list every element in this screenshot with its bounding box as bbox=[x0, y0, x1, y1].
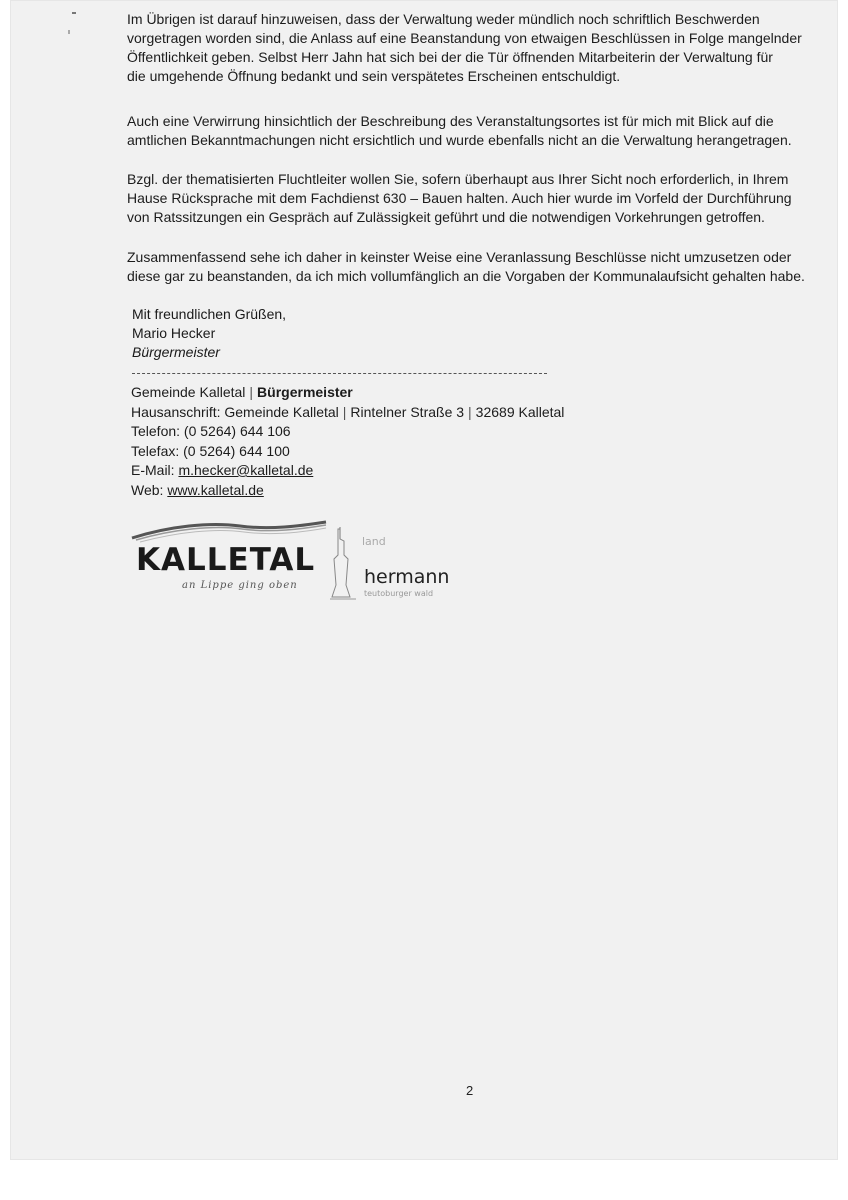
separator: | bbox=[342, 403, 347, 420]
hermann-statue-icon bbox=[326, 525, 360, 601]
text-line: Bzgl. der thematisierten Fluchtleiter wollen Sie, sofern überhaupt aus Ihrer Sicht noch erforderlich, in Ihrem bbox=[127, 171, 789, 187]
signer-name: Mario Hecker bbox=[132, 325, 216, 341]
email-link[interactable]: m.hecker@kalletal.de bbox=[178, 462, 314, 478]
contact-address-label: Hausanschrift: Gemeinde Kalletal bbox=[131, 403, 339, 420]
hermann-logo bbox=[326, 525, 456, 605]
text-line: vorgetragen worden sind, die Anlass auf eine Beanstandung von etwaigen Beschlüssen in Folge mangelnder bbox=[127, 30, 802, 46]
contact-title: Bürgermeister bbox=[257, 384, 353, 400]
contact-web-line bbox=[131, 481, 564, 501]
kalletal-logo bbox=[130, 520, 330, 600]
text-line: Auch eine Verwirrung hinsichtlich der Beschreibung des Veranstaltungsortes ist für mich mit Blick auf die bbox=[127, 113, 774, 129]
contact-email-line bbox=[131, 461, 564, 481]
page-margin bbox=[0, 1160, 848, 1200]
closing-greeting: Mit freundlichen Grüßen, bbox=[132, 306, 287, 322]
hermann-wordmark: hermann bbox=[364, 566, 450, 588]
paragraph-venue bbox=[127, 112, 832, 150]
scan-mark bbox=[72, 12, 76, 14]
separator: | bbox=[468, 403, 472, 420]
hermann-land-text: land bbox=[362, 535, 386, 548]
text-line: amtlichen Bekanntmachungen nicht ersichtlich und wurde ebenfalls nicht an die Verwaltung herangetragen. bbox=[127, 132, 792, 148]
text-line: Hause Rücksprache mit dem Fachdienst 630 – Bauen halten. Auch hier wurde im Vorfeld der Durchführung bbox=[127, 190, 792, 206]
hermann-subtitle: teutoburger wald bbox=[364, 589, 434, 598]
contact-web-label: Web: bbox=[131, 481, 168, 498]
contact-org: Gemeinde Kalletal bbox=[131, 384, 246, 400]
contact-org-line bbox=[131, 383, 564, 403]
contact-block bbox=[131, 383, 564, 500]
separator: | bbox=[249, 384, 254, 400]
text-line: von Ratssitzungen ein Gespräch auf Zulässigkeit geführt und die notwendigen Vorkehrungen getroffen. bbox=[127, 209, 765, 225]
text-line: diese gar zu beanstanden, da ich mich vollumfänglich an die Vorgaben der Kommunalaufsicht gehalten habe. bbox=[127, 268, 805, 284]
text-line: Zusammenfassend sehe ich daher in keinster Weise eine Veranlassung Beschlüsse nicht umzusetzen oder bbox=[127, 249, 792, 265]
text-line: Öffentlichkeit geben. Selbst Herr Jahn hat sich bei der die Tür öffnenden Mitarbeiterin der Verwaltung für bbox=[127, 49, 773, 65]
contact-city: 32689 Kalletal bbox=[475, 403, 565, 420]
page-number: 2 bbox=[466, 1083, 474, 1098]
text-line: Im Übrigen ist darauf hinzuweisen, dass der Verwaltung weder mündlich noch schriftlich Beschwerden bbox=[127, 11, 760, 27]
scan-mark bbox=[68, 30, 70, 34]
paragraph-summary bbox=[127, 248, 832, 286]
kalletal-wordmark: KALLETAL bbox=[136, 542, 316, 578]
signature-separator bbox=[132, 373, 547, 374]
contact-street: Rintelner Straße 3 bbox=[350, 403, 465, 420]
letter-closing bbox=[132, 305, 286, 362]
kalletal-tagline: an Lippe ging oben bbox=[182, 580, 298, 591]
contact-email-label: E-Mail: bbox=[131, 462, 179, 478]
paragraph-complaints bbox=[127, 10, 832, 86]
contact-address-line bbox=[131, 403, 564, 423]
contact-fax: Telefax: (0 5264) 644 100 bbox=[131, 442, 290, 459]
signer-role: Bürgermeister bbox=[132, 344, 220, 360]
text-line: die umgehende Öffnung bedankt und sein verspätetes Erscheinen entschuldigt. bbox=[127, 68, 621, 84]
contact-phone: Telefon: (0 5264) 644 106 bbox=[131, 423, 291, 439]
website-link[interactable]: www.kalletal.de bbox=[167, 481, 264, 498]
paragraph-escape-ladder bbox=[127, 170, 832, 227]
